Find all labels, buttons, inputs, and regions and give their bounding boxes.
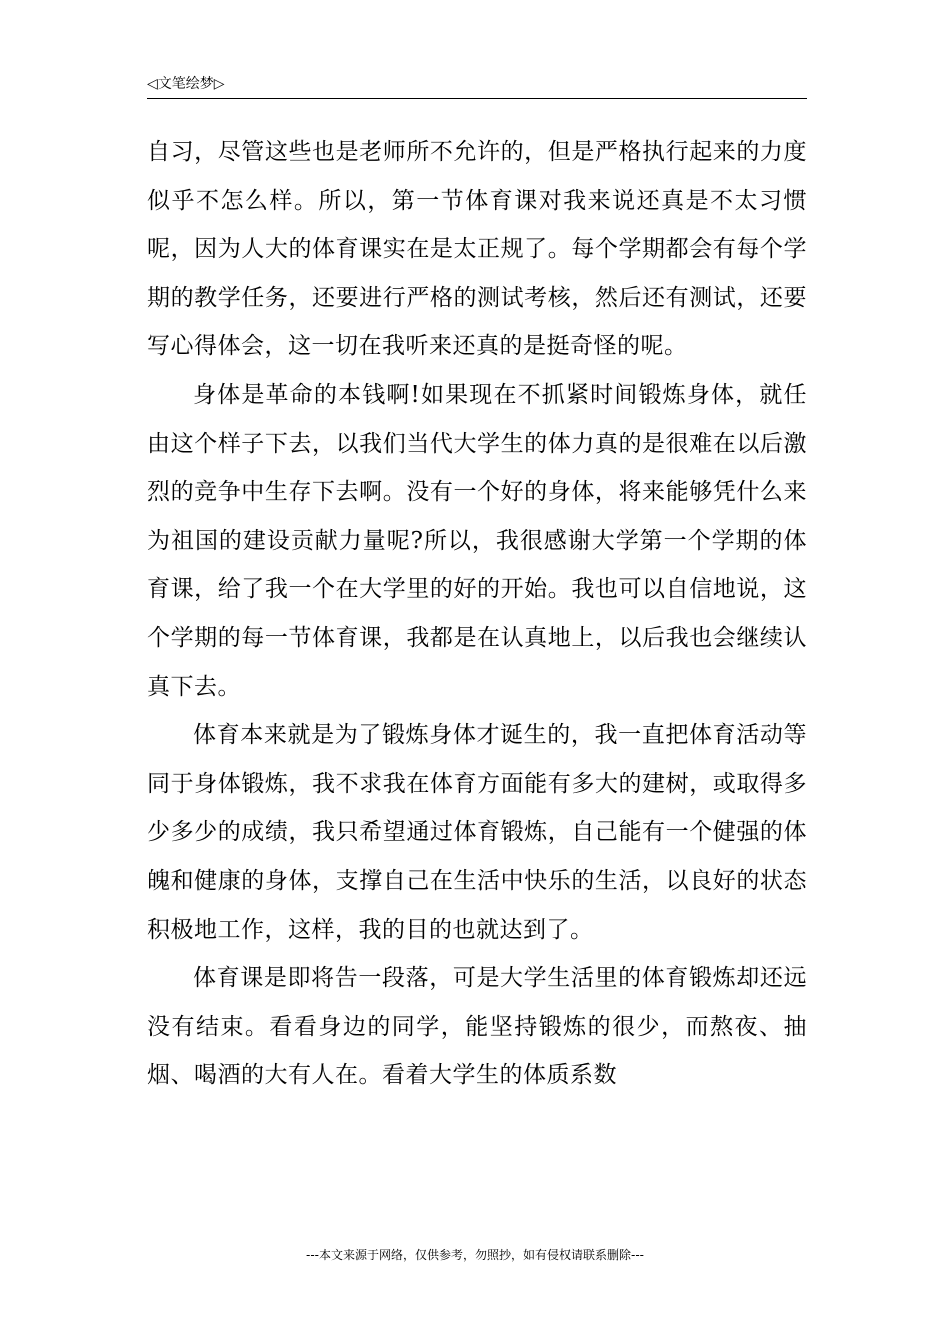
paragraph-1: 自习，尽管这些也是老师所不允许的，但是严格执行起来的力度似乎不怎么样。所以，第一节体育课对我来说还真是不太习惯呢，因为人大的体育课实在是太正规了。每个学期都会有每个学期的教学任务，还要进行严格的测试考核，然后还有测试，还要写心得体会，这一切在我听来还真的是挺奇怪的呢。 [147,139,807,360]
paragraph-2: 身体是革命的本钱啊!如果现在不抓紧时间锻炼身体，就任由这个样子下去，以我们当代大学生的体力真的是很难在以后激烈的竞争中生存下去啊。没有一个好的身体，将来能够凭什么来为祖国的建设贡献力量呢?所以，我很感谢大学第一个学期的体育课，给了我一个在大学里的好的开始。我也可以自信地说，这个学期的每一节体育课，我都是在认真地上，以后我也会继续认真下去。 [147,381,807,700]
paragraph-4: 体育课是即将告一段落，可是大学生活里的体育锻炼却还远没有结束。看看身边的同学，能坚持锻炼的很少，而熬夜、抽烟、喝酒的大有人在。看着大学生的体质系数 [147,965,807,1089]
paragraph-3: 体育本来就是为了锻炼身体才诞生的，我一直把体育活动等同于身体锻炼，我不求我在体育方面能有多大的建树，或取得多少多少的成绩，我只希望通过体育锻炼，自己能有一个健强的体魄和健康的身体，支撑自己在生活中快乐的生活，以良好的状态积极地工作，这样，我的目的也就达到了。 [147,722,807,943]
header-title: ◁文笔绘梦▷ [147,76,225,92]
page-header [147,72,807,99]
document-body [147,128,807,1100]
page-footer: ---本文来源于网络，仅供参考，勿照抄，如有侵权请联系删除--- [306,1248,644,1262]
